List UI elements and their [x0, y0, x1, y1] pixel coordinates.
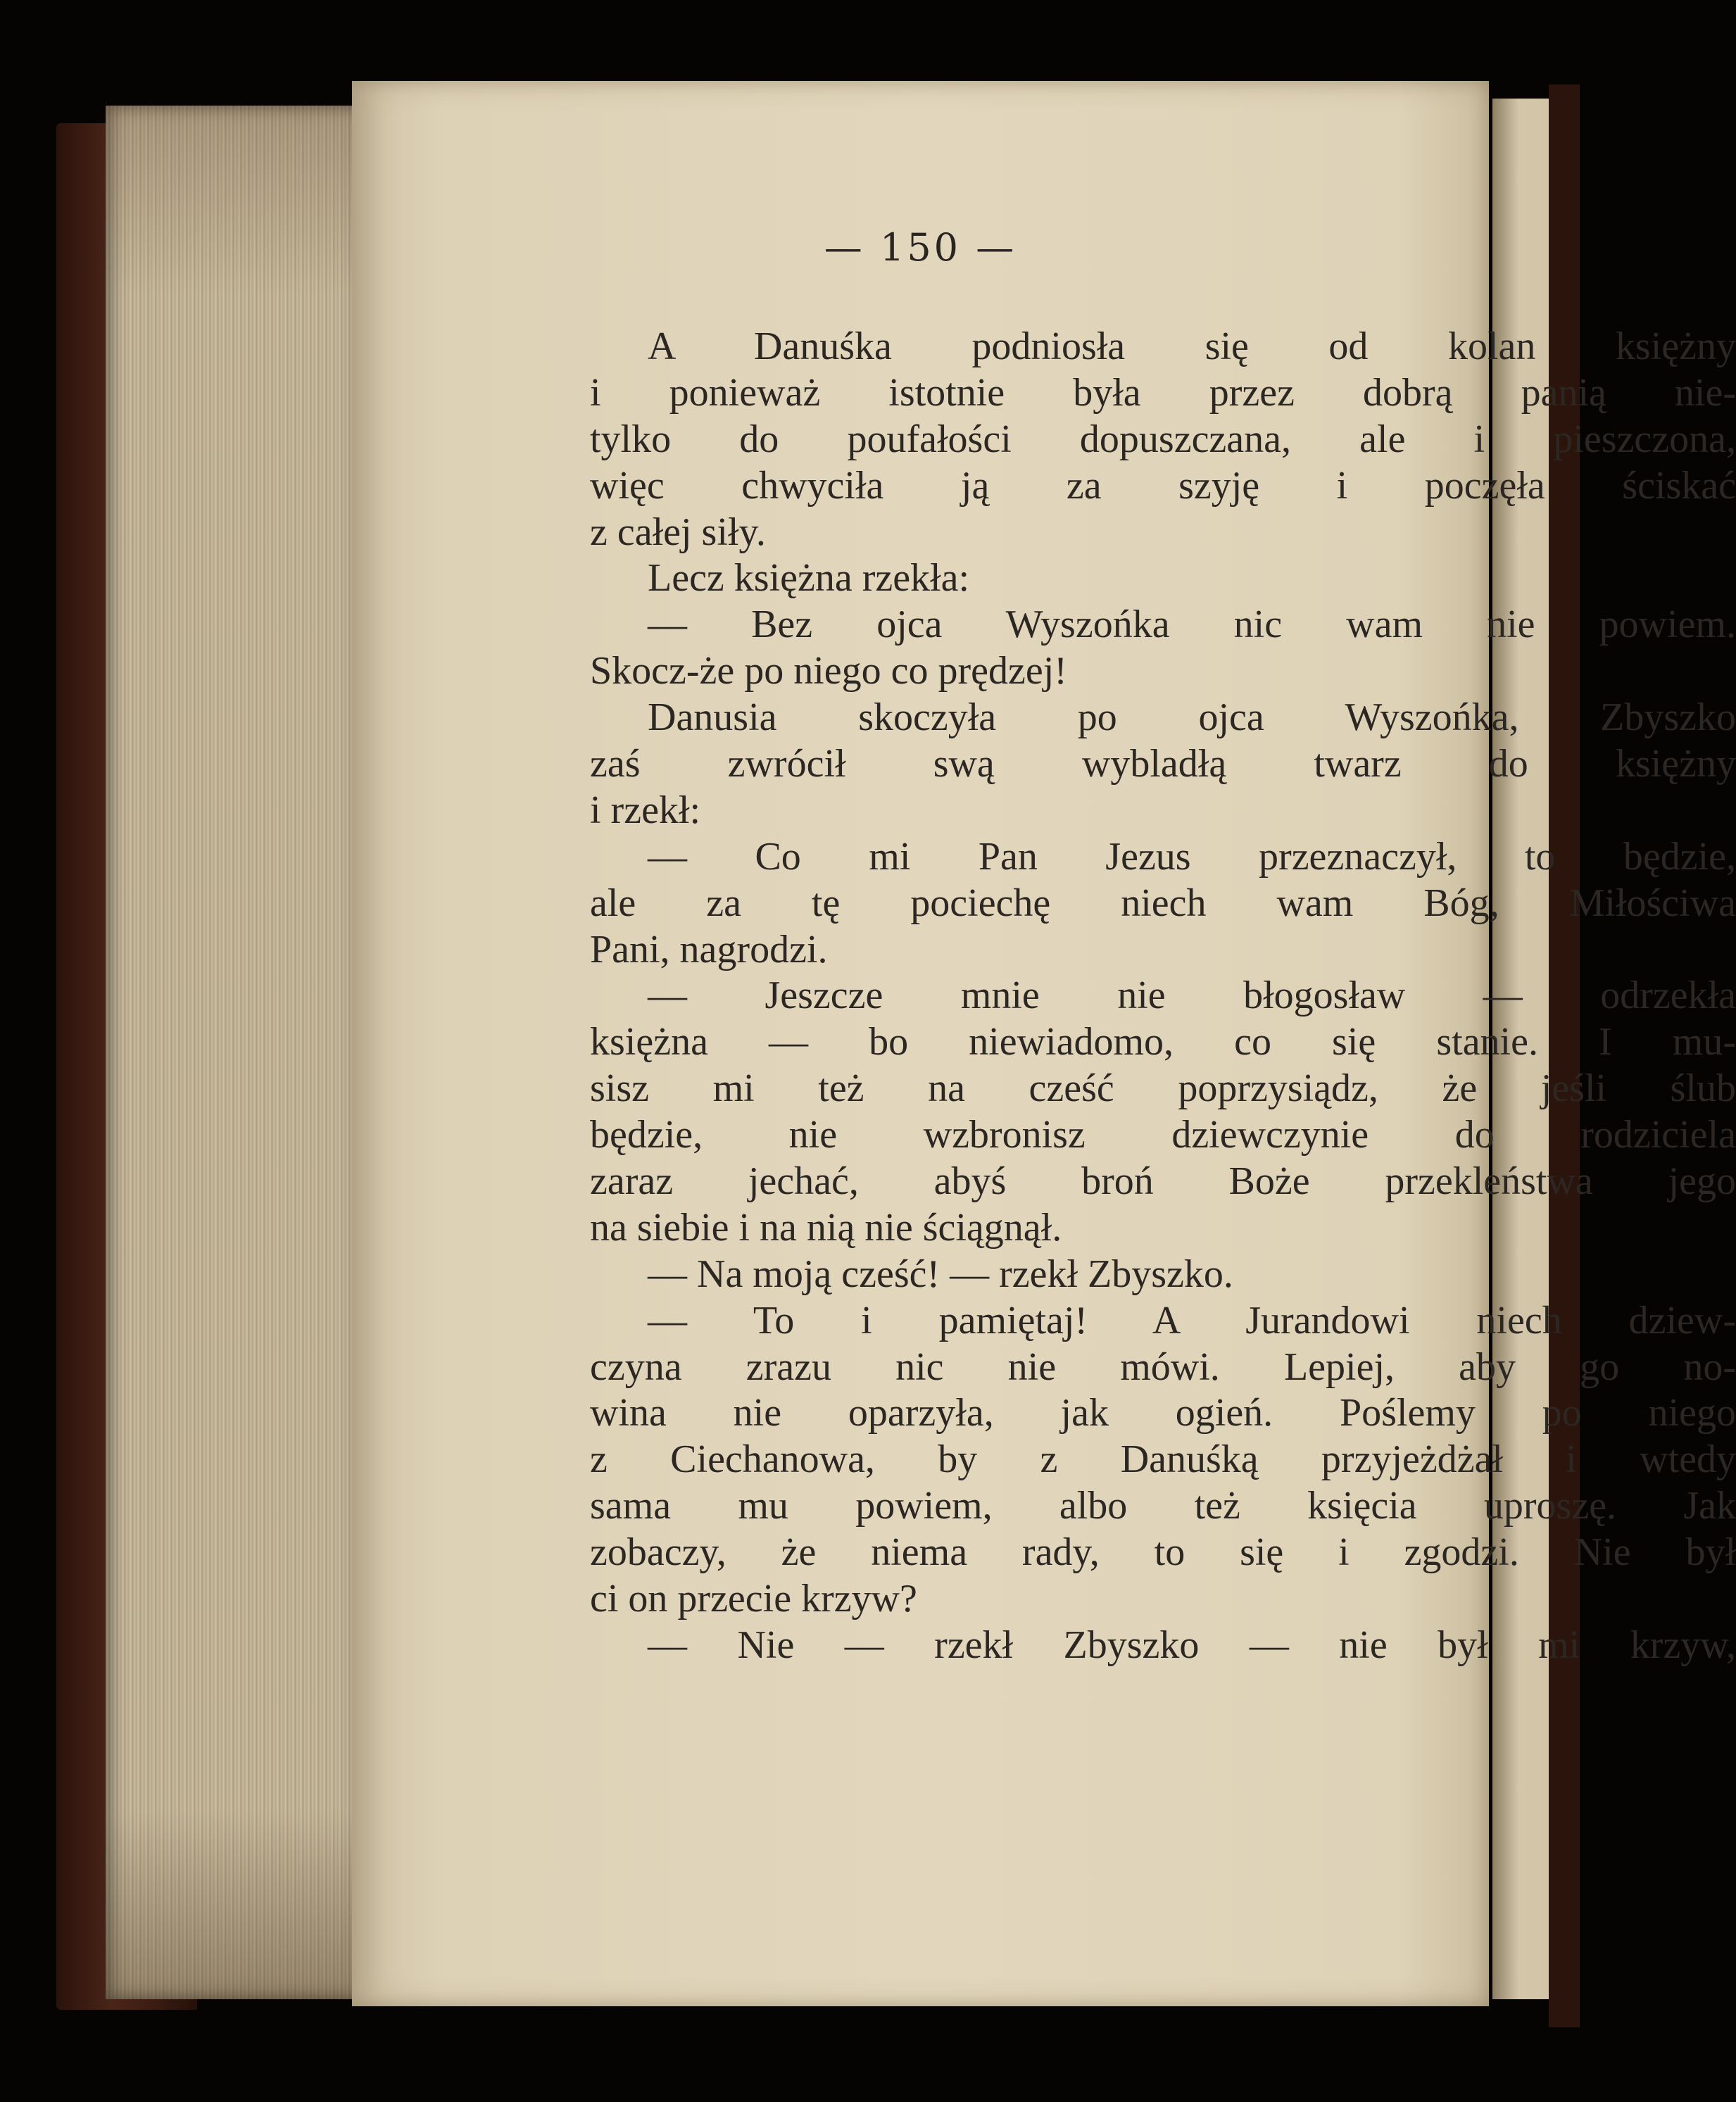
text-line: Lecz księżna rzekła: [648, 556, 970, 600]
text-line: i rzekł: [590, 788, 701, 832]
text-line: z Ciechanowa, by z Danuśką przyjeżdżał i wtedy [590, 1437, 1736, 1482]
text-line: — Jeszcze mnie nie błogosław — odrzekła [648, 974, 1736, 1018]
text-line: z całej siły. [590, 510, 766, 554]
text-line: — To i pamiętaj! A Jurandowi niech dziew- [648, 1298, 1736, 1342]
text-line: — Co mi Pan Jezus przeznaczył, to będzie, [648, 834, 1736, 879]
text-line: A Danuśka podniosła się od kolan księżny [648, 325, 1736, 368]
page-text [590, 324, 1736, 1669]
text-line: ale za tę pociechę niech wam Bóg, Miłościwa [590, 881, 1736, 925]
text-line: wina nie oparzyła, jak ogień. Poślemy po niego [590, 1391, 1736, 1435]
text-line: i ponieważ istotnie była przez dobrą panią nie- [590, 370, 1736, 415]
text-line: Pani, nagrodzi. [590, 927, 828, 971]
text-line: — Na moją cześć! — rzekł Zbyszko. [648, 1252, 1233, 1296]
text-line: zaś zwrócił swą wybladłą twarz do księżny [590, 742, 1736, 786]
book-page [352, 81, 1736, 2006]
text-line: sama mu powiem, albo też księcia uproszę. Jak [590, 1484, 1736, 1528]
text-line: ci on przecie krzyw? [590, 1577, 917, 1621]
text-line: będzie, nie wzbronisz dziewczynie do rodziciela [590, 1113, 1736, 1157]
text-line: zaraz jechać, abyś broń Boże przekleństwa jego [590, 1159, 1736, 1204]
text-line: więc chwyciła ją za szyję i poczęła ściskać [590, 463, 1736, 508]
text-line: — Bez ojca Wyszońka nic wam nie powiem. [648, 603, 1736, 647]
text-line: sisz mi też na cześć poprzysiądz, że jeśli ślub [590, 1066, 1736, 1111]
text-line: zobaczy, że niema rady, to się i zgodzi. Nie był [590, 1530, 1736, 1575]
text-line: tylko do poufałości dopuszczana, ale i pieszczona, [590, 417, 1736, 461]
text-line: Danusia skoczyła po ojca Wyszońka, Zbyszko [648, 696, 1736, 740]
page-edges [106, 106, 373, 1999]
text-line: czyna zrazu nic nie mówi. Lepiej, aby go no- [590, 1345, 1736, 1389]
page-number: — 150 — [824, 225, 1017, 270]
text-line: księżna — bo niewiadomo, co się stanie. I mu- [590, 1020, 1736, 1064]
text-line: na siebie i na nią nie ściągnął. [590, 1205, 1062, 1250]
text-line: — Nie — rzekł Zbyszko — nie był mi krzyw, [648, 1623, 1736, 1667]
text-line: Skocz-że po niego co prędzej! [590, 649, 1067, 693]
